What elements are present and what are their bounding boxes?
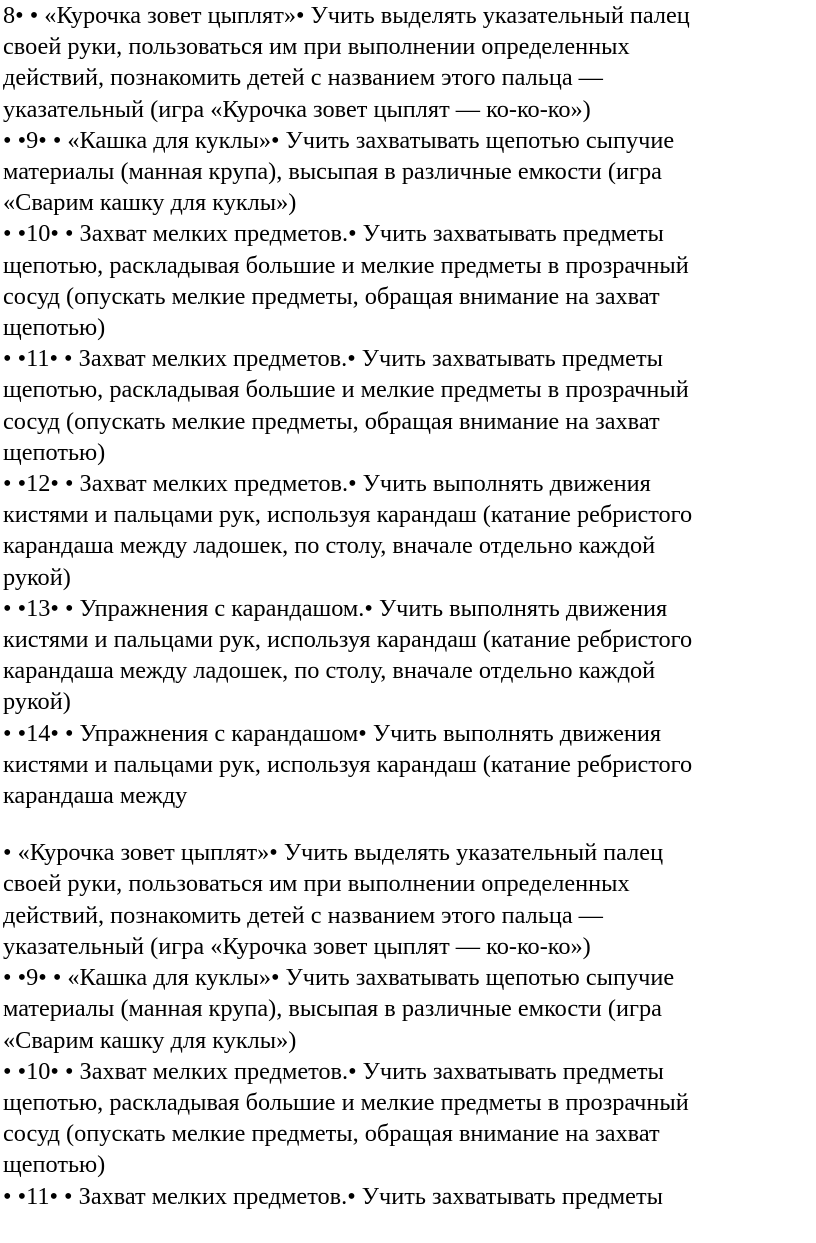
text-line: • •11• • Захват мелких предметов.• Учить захватывать предметы	[3, 345, 663, 373]
text-block-first	[3, 0, 811, 811]
text-line: «Сварим кашку для куклы»)	[3, 189, 297, 217]
text-line: своей руки, пользоваться им при выполнении определенных	[3, 870, 630, 898]
text-block-second	[3, 837, 811, 1211]
text-line: • •14• • Упражнения с карандашом• Учить выполнять движения	[3, 719, 662, 747]
text-line: указательный (игра «Курочка зовет цыплят — ко-ко-ко»)	[3, 932, 591, 960]
text-line: • •9• • «Кашка для куклы»• Учить захватывать щепотью сыпучие	[3, 126, 675, 154]
text-line: действий, познакомить детей с названием этого пальца —	[3, 901, 603, 929]
text-line: • •12• • Захват мелких предметов.• Учить выполнять движения	[3, 470, 651, 498]
text-line: материалы (манная крупа), высыпая в различные емкости (игра	[3, 995, 662, 1023]
text-line: 8• • «Курочка зовет цыплят»• Учить выделять указательный палец	[3, 2, 690, 29]
text-line: • •10• • Захват мелких предметов.• Учить захватывать предметы	[3, 1057, 664, 1085]
text-line: кистями и пальцами рук, используя карандаш (катание ребристого	[3, 626, 693, 654]
text-line: щепотью, раскладывая большие и мелкие предметы в прозрачный	[3, 251, 689, 279]
text-line: указательный (игра «Курочка зовет цыплят — ко-ко-ко»)	[3, 95, 591, 123]
text-line: материалы (манная крупа), высыпая в различные емкости (игра	[3, 158, 662, 186]
text-line: рукой)	[3, 688, 71, 716]
block-separator	[3, 811, 811, 837]
text-line: • •10• • Захват мелких предметов.• Учить захватывать предметы	[3, 220, 664, 248]
text-line: щепотью)	[3, 438, 106, 466]
text-line: действий, познакомить детей с названием этого пальца —	[3, 64, 603, 92]
text-line: сосуд (опускать мелкие предметы, обращая внимание на захват	[3, 407, 660, 435]
text-line: рукой)	[3, 563, 71, 591]
text-line: кистями и пальцами рук, используя карандаш (катание ребристого	[3, 750, 693, 778]
text-line: • •13• • Упражнения с карандашом.• Учить выполнять движения	[3, 594, 668, 622]
text-line: «Сварим кашку для куклы»)	[3, 1026, 297, 1054]
document-body	[3, 0, 811, 1212]
text-line: своей руки, пользоваться им при выполнении определенных	[3, 33, 630, 61]
text-line: щепотью, раскладывая большие и мелкие предметы в прозрачный	[3, 1088, 689, 1116]
text-line: • •9• • «Кашка для куклы»• Учить захватывать щепотью сыпучие	[3, 964, 675, 992]
text-line: сосуд (опускать мелкие предметы, обращая внимание на захват	[3, 282, 660, 310]
text-line: карандаша между	[3, 782, 188, 810]
text-line: • «Курочка зовет цыплят»• Учить выделять указательный палец	[3, 839, 664, 867]
text-line: щепотью, раскладывая большие и мелкие предметы в прозрачный	[3, 376, 689, 404]
text-line: щепотью)	[3, 314, 106, 342]
text-line: • •11• • Захват мелких предметов.• Учить захватывать предметы	[3, 1182, 663, 1210]
text-line: карандаша между ладошек, по столу, вначале отдельно каждой	[3, 657, 656, 685]
text-line: карандаша между ладошек, по столу, вначале отдельно каждой	[3, 532, 656, 560]
text-line: щепотью)	[3, 1151, 106, 1179]
text-line: кистями и пальцами рук, используя карандаш (катание ребристого	[3, 501, 693, 529]
text-line: сосуд (опускать мелкие предметы, обращая внимание на захват	[3, 1120, 660, 1148]
